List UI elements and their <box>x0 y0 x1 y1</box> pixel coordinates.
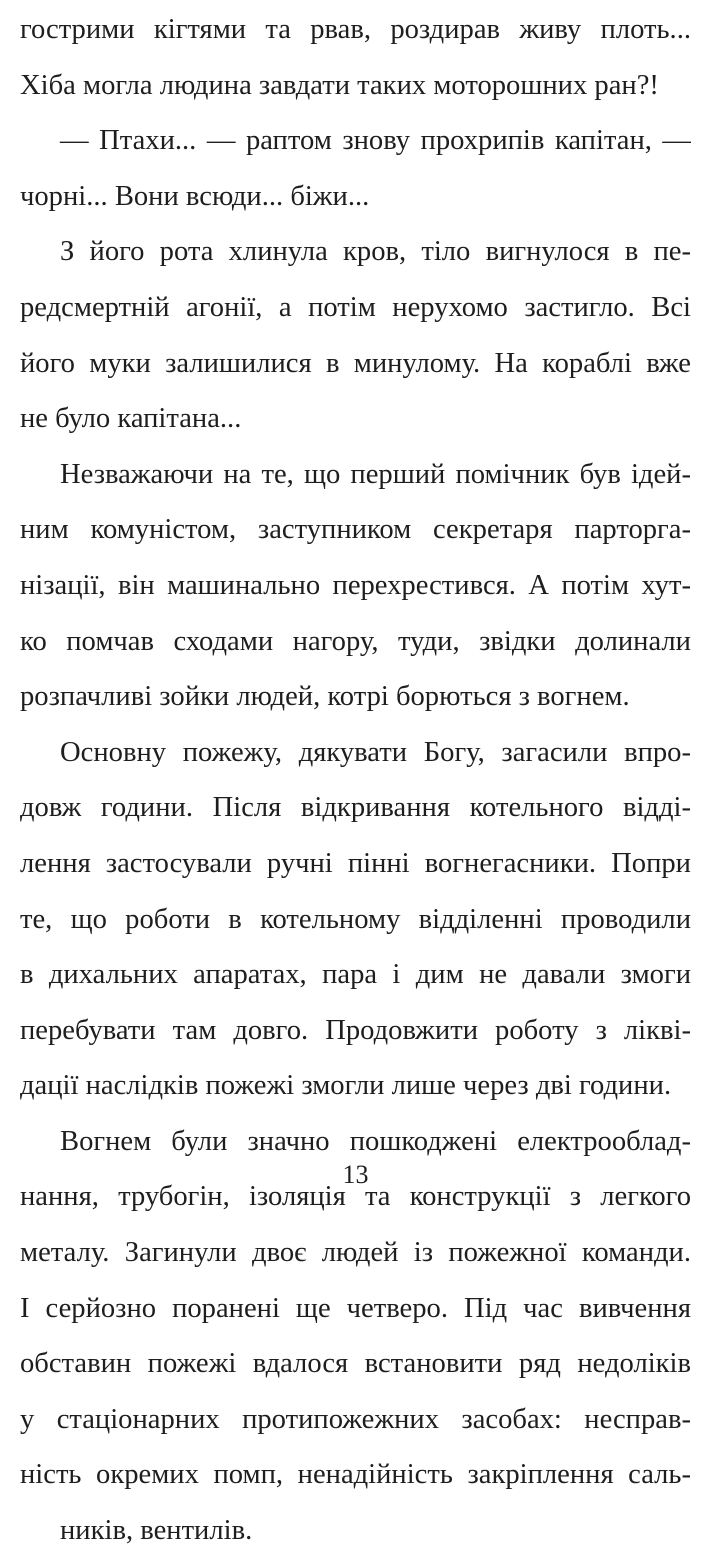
text-line: ників, вентилів. <box>60 1515 253 1547</box>
text-line: Вогнем були значно пошкоджені електрооблад- <box>60 1125 691 1157</box>
text-line: розпачливі зойки людей, котрі борються з вогнем. <box>20 681 630 713</box>
text-line: у стаціонарних протипожежних засобах: несправ- <box>20 1403 691 1435</box>
text-line: чорні... Вони всюди... біжи... <box>20 180 370 212</box>
text-line: обставин пожежі вдалося встановити ряд недоліків <box>20 1348 691 1380</box>
text-line: довж години. Після відкривання котельного відді- <box>20 792 691 824</box>
text-line: перебувати там довго. Продовжити роботу з ліквi- <box>20 1014 691 1046</box>
text-line: те, що роботи в котельному відділенні проводили <box>20 903 691 935</box>
text-line: З його рота хлинула кров, тіло вигнулося в пе- <box>60 236 691 268</box>
text-line: Хіба могла людина завдати таких моторошних ран?! <box>20 69 659 101</box>
text-line: нання, трубогін, ізоляція та конструкції з легкого <box>20 1181 691 1213</box>
body-text <box>20 2 691 1559</box>
text-line: в дихальних апаратах, пара і дим не давали змоги <box>20 959 691 991</box>
text-line: дації наслідків пожежі змогли лише через дві години. <box>20 1070 672 1102</box>
text-line: Незважаючи на те, що перший помічник був ідей- <box>60 458 691 490</box>
text-line: Основну пожежу, дякувати Богу, загасили впро- <box>60 736 691 768</box>
text-line: його муки залишилися в минулому. На кораблі вже <box>20 347 691 379</box>
text-line: ним комуністом, заступником секретаря парторга- <box>20 514 691 546</box>
text-line: металу. Загинули двоє людей із пожежної команди. <box>20 1237 691 1269</box>
text-line: — Птахи... — раптом знову прохрипів капітан, — <box>60 125 691 157</box>
text-line: редсмертній агонії, а потім нерухомо застигло. Всі <box>20 291 691 323</box>
text-line: не було капітана... <box>20 403 242 435</box>
text-line: ність окремих помп, ненадійність закріплення саль- <box>20 1459 691 1491</box>
text-line: гострими кігтями та рвав, роздирав живу плоть... <box>20 14 691 45</box>
text-line: І серйозно поранені ще четверо. Під час вивчення <box>20 1292 691 1324</box>
text-line: нізації, він машинально перехрестився. А потім хут- <box>20 569 691 601</box>
text-line: ко помчав сходами нагору, туди, звідки долинали <box>20 625 691 657</box>
page-number: 13 <box>342 1160 369 1189</box>
text-line: лення застосували ручні пінні вогнегасники. Попри <box>20 847 691 879</box>
